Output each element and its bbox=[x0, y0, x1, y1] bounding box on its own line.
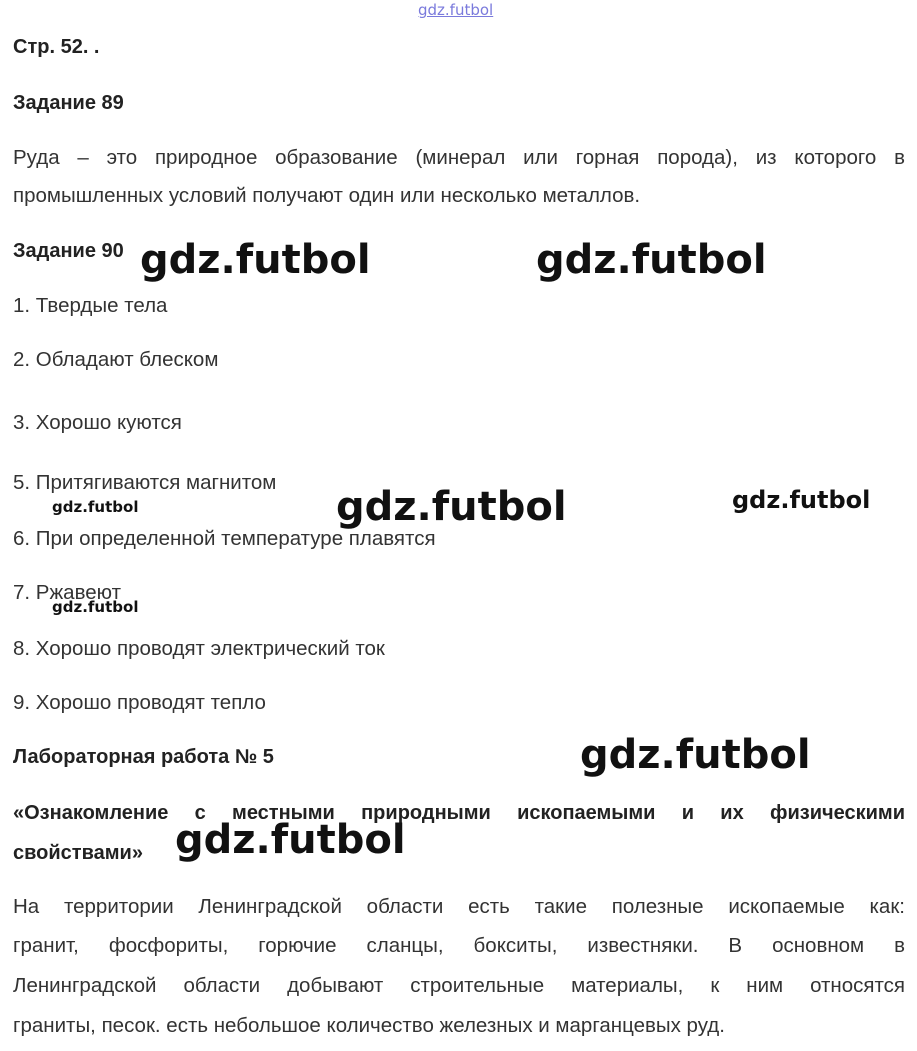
lab-text-line-1: На территории Ленинградской области есть такие полезные ископаемые как: bbox=[13, 895, 905, 918]
list-item: 5. Притягиваются магнитом bbox=[13, 471, 277, 494]
lab-text-line-3: Ленинградской области добывают строительные материалы, к ним относятся bbox=[13, 974, 905, 997]
list-item: 1. Твердые тела bbox=[13, 294, 168, 317]
watermark-top: gdz.futbol bbox=[418, 1, 494, 19]
list-item: 9. Хорошо проводят тепло bbox=[13, 691, 266, 714]
watermark: gdz.futbol bbox=[336, 484, 567, 530]
task-90-heading: Задание 90 bbox=[13, 240, 124, 262]
list-item: 6. При определенной температуре плавятся bbox=[13, 527, 436, 550]
lab-heading: Лабораторная работа № 5 bbox=[13, 746, 274, 768]
watermark: gdz.futbol bbox=[175, 817, 406, 863]
list-item: 8. Хорошо проводят электрический ток bbox=[13, 637, 385, 660]
page-reference: Стр. 52. . bbox=[13, 36, 100, 58]
task-89-text-line-2: промышленных условий получают один или несколько металлов. bbox=[13, 184, 641, 207]
watermark: gdz.futbol bbox=[580, 732, 811, 778]
list-item: 3. Хорошо куются bbox=[13, 411, 182, 434]
task-89-heading: Задание 89 bbox=[13, 92, 124, 114]
lab-text-line-4: граниты, песок. есть небольшое количество железных и марганцевых руд. bbox=[13, 1014, 725, 1037]
watermark: gdz.futbol bbox=[52, 498, 139, 516]
watermark: gdz.futbol bbox=[52, 598, 139, 616]
lab-text-line-2: гранит, фосфориты, горючие сланцы, бокситы, известняки. В основном в bbox=[13, 934, 905, 957]
list-item: 7. Ржавеют bbox=[13, 581, 121, 604]
watermark: gdz.futbol bbox=[536, 237, 767, 283]
lab-title-line-1: «Ознакомление с местными природными ископаемыми и их физическими bbox=[13, 802, 905, 824]
task-89-text-line-1: Руда – это природное образование (минерал или горная порода), из которого в bbox=[13, 146, 905, 169]
lab-title-line-2: свойствами» bbox=[13, 842, 143, 864]
watermark: gdz.futbol bbox=[140, 237, 371, 283]
watermark: gdz.futbol bbox=[732, 486, 871, 514]
list-item: 2. Обладают блеском bbox=[13, 348, 219, 371]
